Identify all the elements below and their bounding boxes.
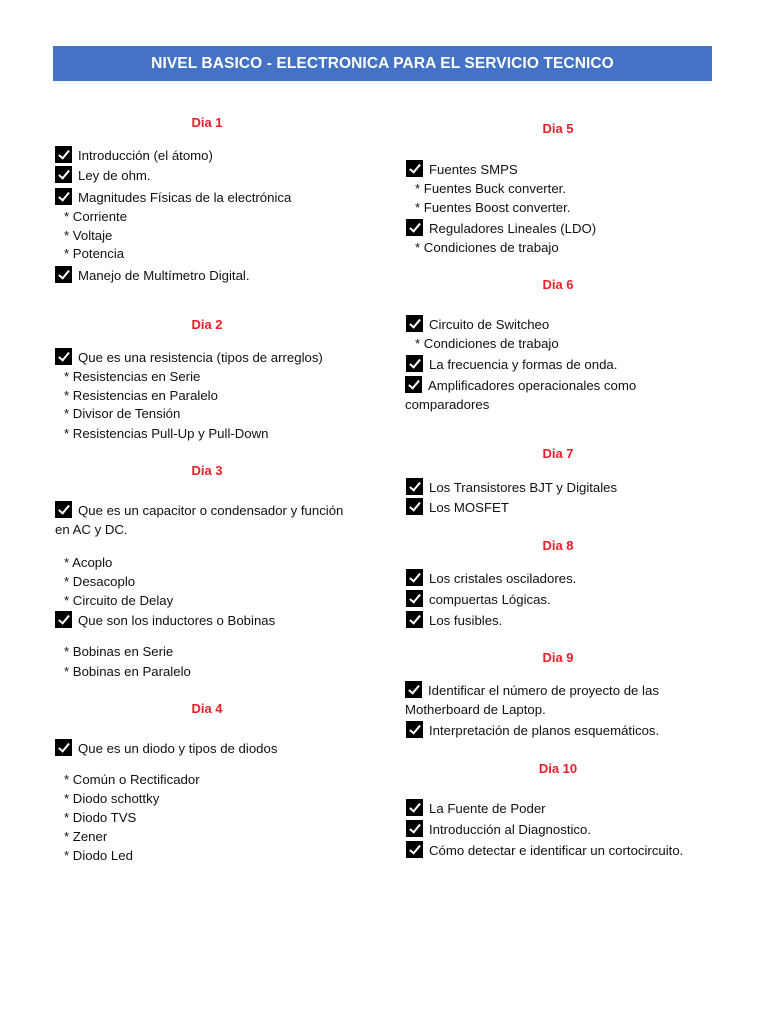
item-label: Que es una resistencia (tipos de arreglos) (78, 350, 323, 365)
sub-item: * Común o Rectificador (64, 772, 200, 787)
day-7-heading: Dia 7 (542, 446, 574, 461)
checklist-item (55, 611, 275, 630)
checkbox-checked-icon (406, 721, 423, 738)
sub-item: * Condiciones de trabajo (415, 336, 559, 351)
checkbox-checked-icon (405, 681, 422, 698)
checklist-item (406, 611, 502, 630)
checkbox-checked-icon (406, 219, 423, 236)
page-title-banner (53, 46, 712, 81)
checkbox-checked-icon (406, 820, 423, 837)
item-label: La frecuencia y formas de onda. (429, 357, 618, 372)
item-label: Que son los inductores o Bobinas (78, 613, 276, 628)
item-label: Introducción al Diagnostico. (429, 822, 592, 837)
item-label: compuertas Lógicas. (429, 592, 551, 607)
sub-item: * Condiciones de trabajo (415, 240, 559, 255)
sub-item: * Diodo schottky (64, 791, 160, 806)
checklist-item (406, 219, 596, 238)
checkbox-checked-icon (406, 611, 423, 628)
checklist-item (406, 355, 617, 374)
checkbox-checked-icon (55, 501, 72, 518)
sub-item: * Desacoplo (64, 574, 136, 589)
item-label: Ley de ohm. (78, 168, 151, 183)
checklist-item (406, 498, 509, 517)
item-label: Circuito de Switcheo (429, 317, 550, 332)
checkbox-checked-icon (55, 146, 72, 163)
checklist-item (406, 820, 591, 839)
checklist-item (406, 590, 551, 609)
day-1-heading: Dia 1 (191, 115, 223, 130)
day-4-heading: Dia 4 (191, 701, 223, 716)
checklist-item (406, 721, 659, 740)
sub-item: * Fuentes Boost converter. (415, 200, 571, 215)
item-label: Interpretación de planos esquemáticos. (429, 723, 660, 738)
sub-item: * Divisor de Tensión (64, 406, 181, 421)
item-label: Introducción (el átomo) (78, 148, 213, 163)
checklist-item (405, 681, 700, 719)
item-label: Cómo detectar e identificar un cortocircuito. (429, 843, 684, 858)
checkbox-checked-icon (406, 569, 423, 586)
checkbox-checked-icon (55, 611, 72, 628)
checklist-item (55, 348, 323, 367)
checkbox-checked-icon (55, 348, 72, 365)
checklist-item (406, 569, 576, 588)
day-5-heading: Dia 5 (542, 121, 574, 136)
item-label: Fuentes SMPS (429, 162, 518, 177)
page-title: NIVEL BASICO - ELECTRONICA PARA EL SERVICIO TECNICO (151, 54, 614, 72)
checklist-item (55, 501, 360, 539)
day-6-heading: Dia 6 (542, 277, 574, 292)
day-3-heading: Dia 3 (191, 463, 223, 478)
item-label: Que es un diodo y tipos de diodos (78, 741, 278, 756)
sub-item: * Corriente (64, 209, 128, 224)
sub-item: * Voltaje (64, 228, 113, 243)
item-label: Identificar el número de proyecto de las Motherboard de Laptop. (405, 683, 659, 717)
sub-item: * Resistencias Pull-Up y Pull-Down (64, 426, 269, 441)
checklist-item (406, 478, 617, 497)
day-9-heading: Dia 9 (542, 650, 574, 665)
checkbox-checked-icon (406, 590, 423, 607)
sub-item: * Fuentes Buck converter. (415, 181, 566, 196)
sub-item: * Diodo TVS (64, 810, 137, 825)
item-label: Magnitudes Físicas de la electrónica (78, 190, 292, 205)
day-10-heading: Dia 10 (538, 761, 578, 776)
item-label: Reguladores Lineales (LDO) (429, 221, 597, 236)
item-label: Manejo de Multímetro Digital. (78, 268, 250, 283)
sub-item: * Bobinas en Serie (64, 644, 174, 659)
sub-item: * Circuito de Delay (64, 593, 174, 608)
checklist-item (405, 376, 705, 414)
checklist-item (55, 739, 277, 758)
sub-item: * Diodo Led (64, 848, 133, 863)
checkbox-checked-icon (406, 498, 423, 515)
checklist-item (406, 841, 683, 860)
checkbox-checked-icon (406, 841, 423, 858)
checkbox-checked-icon (405, 376, 422, 393)
checkbox-checked-icon (406, 355, 423, 372)
checkbox-checked-icon (406, 160, 423, 177)
sub-item: * Bobinas en Paralelo (64, 664, 191, 679)
checkbox-checked-icon (55, 166, 72, 183)
checkbox-checked-icon (55, 266, 72, 283)
sub-item: * Zener (64, 829, 108, 844)
checkbox-checked-icon (55, 188, 72, 205)
checklist-item (55, 266, 250, 285)
checkbox-checked-icon (406, 315, 423, 332)
sub-item: * Potencia (64, 246, 125, 261)
checkbox-checked-icon (406, 799, 423, 816)
checkbox-checked-icon (55, 739, 72, 756)
checklist-item (406, 799, 546, 818)
day-2-heading: Dia 2 (191, 317, 223, 332)
item-label: Que es un capacitor o condensador y función en AC y DC. (55, 503, 344, 537)
checklist-item (406, 315, 549, 334)
item-label: Los cristales osciladores. (429, 571, 577, 586)
sub-item: * Resistencias en Serie (64, 369, 201, 384)
item-label: Los fusibles. (429, 613, 503, 628)
checkbox-checked-icon (406, 478, 423, 495)
sub-item: * Acoplo (64, 555, 113, 570)
checklist-item (55, 146, 213, 165)
checklist-item (55, 188, 291, 207)
item-label: Los Transistores BJT y Digitales (429, 480, 618, 495)
item-label: La Fuente de Poder (429, 801, 546, 816)
item-label: Amplificadores operacionales como comparadores (405, 378, 637, 412)
sub-item: * Resistencias en Paralelo (64, 388, 218, 403)
item-label: Los MOSFET (429, 500, 509, 515)
day-8-heading: Dia 8 (542, 538, 574, 553)
checklist-item (406, 160, 518, 179)
checklist-item (55, 166, 151, 185)
